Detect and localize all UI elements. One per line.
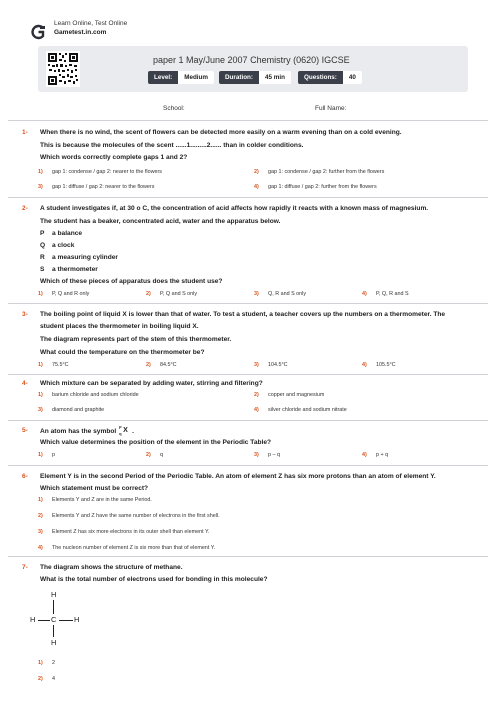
divider [8,420,488,421]
divider [8,374,488,375]
divider [8,556,488,557]
question-number: 7- [22,564,28,571]
divider [8,303,488,304]
gametest-logo-icon [30,24,46,40]
questions-badge: Questions: 40 [298,71,362,84]
option-2[interactable]: 2) gap 1: condense / gap 2: further from the flowers [254,169,385,175]
option-3[interactable]: 3) 104.5°C [254,362,288,368]
divider [8,197,488,198]
apparatus-item: P a balance [40,230,83,237]
option-4[interactable]: 4) The nucleon number of element Z is six more than that of element Y. [38,545,216,551]
question-text: What could the temperature on the thermometer be? [40,349,205,356]
option-2[interactable]: 2) 84.5°C [146,362,177,368]
question-text: What is the total number of electrons used for bonding in this molecule? [40,576,268,583]
option-1[interactable]: 1) gap 1: condense / gap 2: nearer to the flowers [38,169,162,175]
option-3[interactable]: 3) gap 1: diffuse / gap 2: nearer to the flowers [38,184,155,190]
question-number: 5- [22,427,28,434]
question-text: The diagram shows the structure of methane. [40,564,183,571]
option-4[interactable]: 4) P, Q, R and S [362,291,409,297]
bond-line [59,620,73,621]
option-4[interactable]: 4) 105.5°C [362,362,396,368]
duration-badge: Duration: 45 min [219,71,291,84]
question-number: 3- [22,311,28,318]
option-2[interactable]: 2) 4 [38,676,55,682]
option-1[interactable]: 1) Elements Y and Z are in the same Period. [38,497,152,503]
question-text: This is because the molecules of the scent ......1.........2...... than in colder conditions. [40,142,304,149]
question-text: Element Y is in the second Period of the Periodic Table. An atom of element Z has six more protons than an atom of element Y. [40,473,436,480]
option-3[interactable]: 3) p – q [254,452,280,458]
question-text: Which of these pieces of apparatus does the student use? [40,278,223,285]
option-3[interactable]: 3) Element Z has six more electrons in its outer shell than element Y. [38,529,210,535]
option-2[interactable]: 2) q [146,452,163,458]
option-4[interactable]: 4) p + q [362,452,389,458]
question-text: Which statement must be correct? [40,485,149,492]
question-text: student places the thermometer in boiling liquid X. [40,323,199,330]
question-number: 1- [22,129,28,136]
page-title: paper 1 May/June 2007 Chemistry (0620) IGCSE [153,55,350,65]
methane-structure [22,588,102,650]
brand-site[interactable]: Gametest.in.com [54,29,107,36]
option-1[interactable]: 1) p [38,452,55,458]
question-text: Which words correctly complete gaps 1 and 2? [40,154,188,161]
school-label: School: [163,105,185,112]
level-badge: Level: Medium [148,71,214,84]
option-1[interactable]: 1) barium chloride and sodium chloride [38,392,139,398]
question-text: Which mixture can be separated by adding water, stirring and filtering? [40,380,263,387]
hydrogen-atom: H [74,615,80,624]
question-text: The boiling point of liquid X is lower than that of water. To test a student, a teacher covers up the numbers on a thermometer. The [40,311,446,318]
question-number: 4- [22,380,28,387]
hydrogen-atom: H [51,590,57,599]
option-2[interactable]: 2) Elements Y and Z have the same number of electrons in the first shell. [38,513,220,519]
option-1[interactable]: 1) 2 [38,660,55,666]
option-3[interactable]: 3) diamond and graphite [38,407,105,413]
title-card [38,46,468,92]
carbon-atom: C [51,615,57,624]
apparatus-item: S a thermometer [40,266,98,273]
option-4[interactable]: 4) gap 1: diffuse / gap 2: further from the flowers [254,184,377,190]
question-text: An atom has the symbol p q X . [40,424,134,436]
option-2[interactable]: 2) P, Q and S only [146,291,198,297]
question-text: The student has a beaker, concentrated acid, water and the apparatus below. [40,218,281,225]
bond-line [53,625,54,637]
bond-line [38,620,50,621]
option-4[interactable]: 4) silver chloride and sodium nitrate [254,407,347,413]
element-symbol [118,424,132,436]
question-number: 2- [22,205,28,212]
atomic-number: q [119,431,122,436]
divider [8,120,488,121]
option-1[interactable]: 1) P, Q and R only [38,291,90,297]
full-name-label: Full Name: [315,105,347,112]
bond-line [53,600,54,614]
question-text: A student investigates if, at 30 o C, the concentration of acid affects how rapidly it reacts with a known mass of magnesium. [40,205,429,212]
element-letter: X [123,427,128,434]
hydrogen-atom: H [30,615,36,624]
hydrogen-atom: H [51,638,57,647]
option-1[interactable]: 1) 75.5°C [38,362,69,368]
divider [8,465,488,466]
question-text: When there is no wind, the scent of flowers can be detected more easily on a warm evening than on a cold evening. [40,129,402,136]
option-3[interactable]: 3) Q, R and S only [254,291,307,297]
question-text: Which value determines the position of the element in the Periodic Table? [40,439,272,446]
mass-number: p [119,424,122,429]
question-number: 6- [22,473,28,480]
option-2[interactable]: 2) copper and magnesium [254,392,325,398]
apparatus-item: R a measuring cylinder [40,254,118,261]
brand-tagline: Learn Online, Test Online [54,20,128,27]
apparatus-item: Q a clock [40,242,75,249]
qr-code-icon [46,51,80,87]
question-text: The diagram represents part of the stem of this thermometer. [40,336,232,343]
